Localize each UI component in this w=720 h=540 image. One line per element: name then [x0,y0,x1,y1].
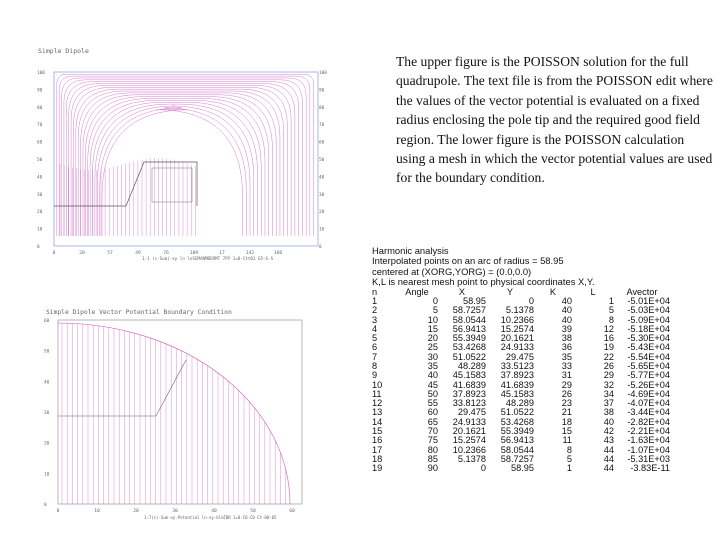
table-cell: 58.0544 [500,444,534,455]
table-cell: 53.4268 [500,416,534,427]
x-tick-label: 160 [273,251,283,256]
table-cell: 33.8123 [452,398,486,409]
table-cell: 58.0544 [452,314,486,325]
table-cell: 2 [372,305,378,316]
table-cell: 3 [372,314,378,325]
harmonic-header-line: K,L is nearest mesh point to physical coordinates X,Y. [372,276,595,288]
table-cell: 35 [561,351,572,362]
y-tick-label: 20 [319,210,325,216]
x-tick-label: 49 [135,251,141,256]
field-line [102,110,243,236]
lower-field-plot-canvas [36,300,308,522]
table-cell: 45.1583 [452,370,486,381]
table-cell: 15 [561,426,572,437]
harmonic-header-line: centered at (XORG,YORG) = (0.0,0.0) [372,265,532,277]
y-tick-label: 50 [37,158,43,163]
table-cell: 48.289 [505,398,534,409]
table-cell: 33 [561,361,572,371]
table-cell: 70 [427,426,438,437]
table-cell: -4.69E+04 [627,388,670,399]
field-line [88,99,265,236]
table-cell: 13 [372,407,383,418]
y-tick-label: 60 [37,140,43,146]
table-cell: 53.4268 [452,342,486,353]
x-tick-label: 10 [94,509,100,514]
y-tick-label: 90 [319,88,325,94]
table-cell: 26 [603,361,614,371]
table-cell: 58.95 [511,463,534,474]
table-cell: 18 [372,453,383,464]
table-cell: 4 [372,323,378,334]
table-cell: -4.07E+04 [627,398,670,409]
y-tick-label: 100 [319,71,327,76]
x-tick-label: 109 [189,251,199,256]
table-cell: 9 [372,370,378,381]
table-cell: 44 [603,453,614,464]
table-cell: 48.289 [457,361,486,371]
table-cell: 58.7257 [452,305,486,316]
table-cell: 6 [372,342,378,353]
table-cell: 5 [432,305,438,316]
y-tick-label: 80 [319,105,325,111]
table-cell: 21 [561,407,572,418]
y-tick-label: 10 [319,227,325,233]
table-cell: -5.77E+04 [627,370,670,381]
table-cell: 65 [427,416,438,427]
table-cell: 11 [372,388,382,399]
table-cell: 16 [372,435,383,446]
column-header: n [372,286,378,297]
upper-field-plot-canvas [34,44,326,262]
column-header: X [458,286,466,297]
table-cell: 29 [603,370,614,381]
table-cell: 15 [372,426,383,437]
table-cell: 15 [427,323,438,334]
x-tick-label: 20 [133,509,139,514]
table-cell: 33.5123 [500,361,534,371]
table-cell: 37.8923 [452,388,486,399]
table-cell: 8 [608,314,614,325]
pole-outline [58,360,186,416]
table-cell: 30 [427,351,438,362]
harmonic-analysis-block [372,246,716,474]
y-tick-label: 10 [37,227,43,233]
table-cell: 51.0522 [500,407,534,418]
table-cell: 35 [427,361,438,371]
table-cell: 20.1621 [452,426,486,437]
table-cell: -5.26E+04 [627,379,670,390]
table-cell: 0 [528,295,534,306]
table-cell: -5.09E+04 [627,314,670,325]
table-cell: 43 [603,435,614,446]
table-cell: 36 [561,342,572,353]
table-cell: 7 [372,351,378,362]
x-tick-label: 17 [219,251,225,256]
column-header: Avector [626,286,658,297]
y-tick-label: 20 [44,441,50,447]
coil-outline [152,168,192,202]
table-cell: 39 [561,323,572,334]
table-cell: 40 [561,305,572,316]
upper-field-plot [34,44,326,262]
table-cell: 38 [561,333,572,344]
table-cell: 41.6839 [500,379,534,390]
table-cell: 10.2366 [452,444,486,455]
y-tick-label: 70 [319,123,325,129]
field-line [85,97,268,236]
table-cell: 5.1378 [457,453,486,464]
table-cell: 85 [427,453,438,464]
table-cell: 8 [566,444,572,455]
table-cell: 41.6839 [452,379,486,390]
table-cell: 60 [427,407,438,418]
table-cell: -5.03E+04 [627,305,670,316]
upper-plot-footer: 1-1 (c-Sum)-xy ln lnSEMANMBERMT 7PY 1=0-Ctt01 G5-S-S [142,256,274,261]
y-tick-label: 40 [44,380,50,386]
y-tick-label: 30 [44,411,50,416]
table-cell: 1 [566,463,572,474]
table-cell: 29 [561,379,572,390]
harmonic-table [372,288,670,474]
x-tick-label: 76 [163,251,169,256]
table-cell: 10.2366 [500,314,534,325]
table-cell: 44 [603,444,614,455]
table-cell: -2.82E+04 [627,416,670,427]
table-cell: 29.475 [505,351,534,362]
table-cell: 58.95 [463,295,486,306]
table-cell: 18 [561,416,572,427]
y-tick-label: 30 [319,192,325,198]
y-tick-label: 20 [37,210,43,216]
x-tick-label: 40 [211,509,217,514]
table-cell: 19 [372,463,383,474]
table-cell: 55 [427,398,438,409]
table-cell: -2.21E+04 [627,426,670,437]
plot-frame [54,72,318,246]
y-tick-label: 40 [37,175,43,181]
table-cell: 55.3949 [452,333,486,344]
table-cell: 8 [372,361,378,371]
table-cell: 20 [427,333,438,344]
lower-field-plot [36,300,308,522]
field-line [62,78,307,236]
table-cell: 10 [372,379,383,390]
table-cell: 32 [603,379,614,390]
table-cell: 12 [372,398,383,409]
x-tick-label: 20 [79,251,85,256]
table-cell: 1 [372,295,378,306]
y-tick-label: 60 [44,319,50,324]
y-tick-label: 100 [37,71,45,76]
table-cell: 24.9133 [452,416,486,427]
boundary-arc [58,323,290,504]
y-tick-label: 50 [44,349,50,355]
table-cell: -5.01E+04 [627,295,670,306]
table-cell: 20.1621 [500,333,534,344]
column-header: Y [506,286,514,297]
harmonic-table-header [372,288,670,297]
table-cell: 50 [427,388,438,399]
table-cell: 5.1378 [505,305,534,316]
field-line [81,93,277,236]
table-cell: 5 [372,333,378,344]
caption-text: The upper figure is the POISSON solution for the full quadrupole. The text file is from the POISSON edit where the values of the vector potential is evaluated on a fixed radius enclosing the pole tip and the required good field region. The lower figure is the POISSON calculation using a mesh in which the vector potential values are used for the boundary condition. [396,54,713,186]
upper-plot-title: Simple Dipole [38,47,89,55]
table-cell: 45.1583 [500,388,534,399]
table-cell: -3.44E+04 [627,407,670,418]
table-cell: -5.31E+03 [627,453,670,464]
table-cell: 15.2574 [500,323,534,334]
table-cell: 44 [603,463,614,474]
table-cell: 37 [603,398,614,409]
x-tick-label: 0 [56,509,60,514]
table-cell: 90 [427,463,438,474]
x-tick-label: 30 [172,509,178,514]
table-cell: -1.07E+04 [627,444,670,455]
table-cell: 40 [561,295,572,306]
y-tick-label: 0 [37,245,40,250]
table-cell: 17 [372,444,383,455]
y-tick-label: 0 [44,503,47,508]
table-cell: 38 [603,407,614,418]
table-cell: 34 [603,388,614,399]
table-cell: 45 [427,379,438,390]
y-tick-label: 70 [37,123,43,129]
y-tick-label: 30 [37,192,43,198]
lower-plot-footer: 1-7(c)-Sum-xy-Potential ln-xy-blmTBR 1=0-C0-C0 Ct-00-05 [144,515,277,520]
table-cell: 56.9413 [452,323,486,334]
column-header: L [590,286,596,297]
table-cell: 15.2574 [452,435,486,446]
y-tick-label: 80 [37,105,43,111]
table-cell: 5 [566,453,572,464]
y-tick-label: 40 [319,175,325,181]
column-header: K [549,286,557,297]
harmonic-header-line: Harmonic analysis [372,245,449,256]
column-header: Angle [405,286,429,297]
y-tick-label: 60 [319,140,325,146]
table-cell: 75 [427,435,438,446]
table-cell: 80 [427,444,438,455]
table-cell: -5.65E+04 [627,361,670,371]
x-tick-label: 50 [250,509,256,514]
y-tick-label: 90 [37,88,43,94]
table-cell: 25 [427,342,438,353]
table-cell: 23 [561,398,572,409]
table-cell: -3.83E-11 [630,463,670,474]
y-tick-label: 10 [44,472,50,478]
table-cell: 19 [603,342,614,353]
y-tick-label: 0 [319,245,322,250]
harmonic-header-line: Interpolated points on an arc of radius = 58.95 [372,255,564,267]
table-cell: 40 [603,416,614,427]
table-cell: 24.9133 [500,342,534,353]
table-cell: 10 [427,314,438,325]
table-cell: 40 [427,370,438,381]
table-cell: 26 [561,388,572,399]
x-tick-label: 57 [107,251,113,256]
table-cell: 40 [561,314,572,325]
table-cell: 55.3949 [500,426,534,437]
table-cell: 29.475 [457,407,486,418]
x-tick-label: 142 [245,251,255,256]
table-cell: 14 [372,416,383,427]
table-cell: 22 [603,351,614,362]
table-cell: 5 [608,305,614,316]
table-cell: 58.7257 [500,453,534,464]
field-line [97,106,250,236]
table-cell: -5.30E+04 [627,333,670,344]
table-cell: -5.54E+04 [627,351,670,362]
x-tick-label: 60 [289,509,295,514]
field-line [76,89,284,236]
table-cell: 31 [561,370,572,381]
table-row [372,464,670,473]
table-cell: -5.43E+04 [627,342,670,353]
x-tick-label: 0 [52,251,56,256]
table-cell: 0 [480,463,486,474]
table-cell: 0 [432,295,438,306]
table-cell: 11 [562,435,572,446]
table-cell: 12 [603,323,614,334]
table-cell: 1 [608,295,614,306]
table-cell: -1.63E+04 [627,435,670,446]
table-cell: 56.9413 [500,435,534,446]
table-cell: 37.8923 [500,370,534,381]
table-cell: -5.18E+04 [627,323,670,334]
y-tick-label: 50 [319,158,325,163]
table-cell: 51.0522 [452,351,486,362]
plot-frame [58,320,302,504]
lower-plot-title: Simple Dipole Vector Potential Boundary Condition [46,309,232,316]
table-cell: 16 [603,333,614,344]
table-cell: 42 [603,426,614,437]
